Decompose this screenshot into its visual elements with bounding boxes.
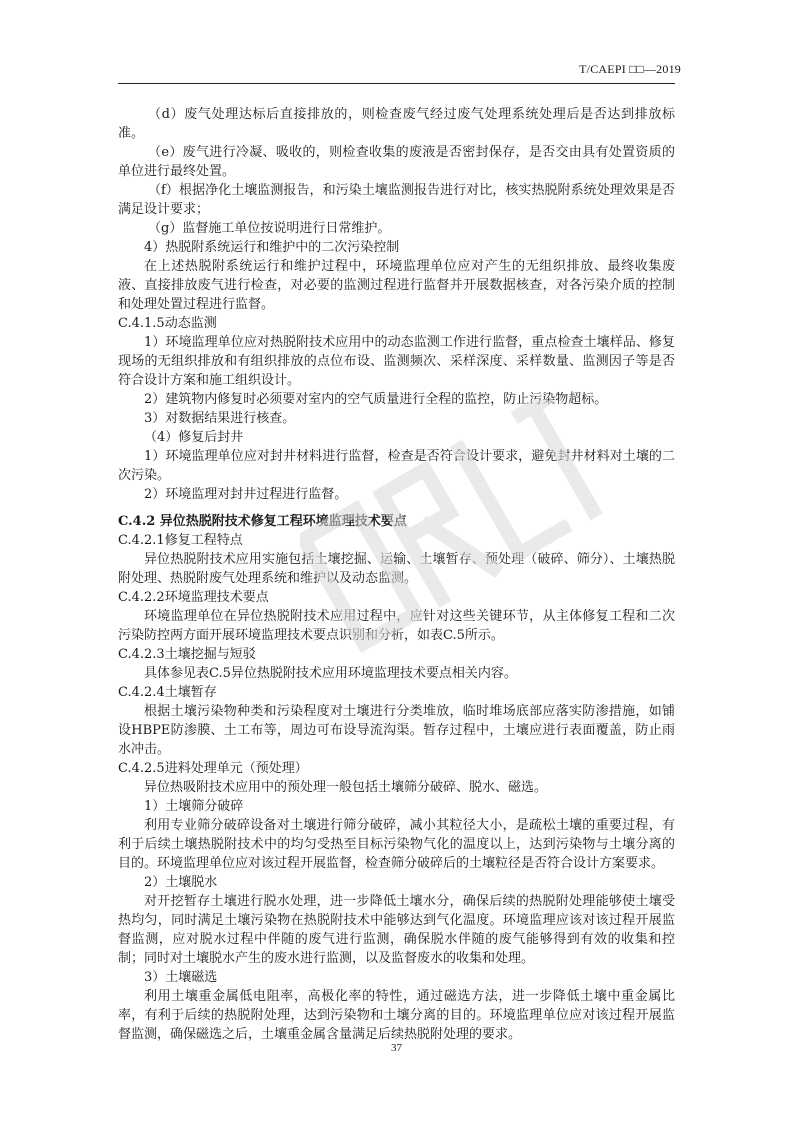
paragraph: 在上述热脱附系统运行和维护过程中，环境监理单位应对产生的无组织排放、最终收集废液、直接排放废气进行检查，对必要的监测过程进行监督并开展数据核查，对各污染介质的控制和处理处置过程进行监督。 (118, 259, 675, 312)
paragraph: 环境监理单位在异位热脱附技术应用过程中，应针对这些关键环节，从主体修复工程和二次污染防控两方面开展环境监理技术要点识别和分析，如表C.5所示。 (118, 609, 675, 643)
paragraph: 异位热吸附技术应用中的预处理一般包括土壤筛分破碎、脱水、磁选。 (144, 780, 548, 795)
paragraph: （f）根据净化土壤监测报告，和污染土壤监测报告进行对比，核实热脱附系统处理效果是否满足设计要求； (118, 183, 675, 217)
paragraph: （e）废气进行冷凝、吸收的，则检查收集的废液是否密封保存，是否交由具有处置资质的单位进行最终处置。 (118, 145, 675, 179)
paragraph: 2）建筑物内修复时必须要对室内的空气质量进行全程的监控，防止污染物超标。 (144, 392, 608, 407)
paragraph: 3）土壤磁选 (144, 970, 218, 985)
page-number: 37 (391, 1042, 402, 1054)
paragraph: 具体参见表C.5异位热脱附技术应用环境监理技术要点相关内容。 (144, 666, 517, 681)
paragraph: 异位热脱附技术应用实施包括土壤挖掘、运输、土壤暂存、预处理（破碎、筛分）、土壤热脱附处理、热脱附废气处理系统和维护以及动态监测。 (118, 552, 675, 586)
paragraph: 1）土壤筛分破碎 (144, 799, 244, 814)
paragraph: 利用土壤重金属低电阻率，高极化率的特性，通过磁选方法，进一步降低土壤中重金属比率，有利于后续的热脱附处理，达到污染物和土壤分离的目的。环境监理单位应对该过程开展监督监测，确保磁选之后，土壤重金属含量满足后续热脱附处理的要求。 (118, 989, 675, 1042)
section-heading: C.4.2.5进料处理单元（预处理） (118, 761, 308, 776)
paragraph: 2）土壤脱水 (144, 875, 218, 890)
paragraph: （g）监督施工单位按说明进行日常维护。 (148, 221, 391, 236)
paragraph: 3）对数据结果进行核查。 (144, 411, 296, 426)
section-heading: C.4.2.1修复工程特点 (118, 533, 243, 548)
section-heading: C.4.1.5动态监测 (118, 316, 217, 331)
section-heading: C.4.2.4土壤暂存 (118, 685, 217, 700)
paragraph: （d）废气处理达标后直接排放的，则检查废气经过废气处理系统处理后是否达到排放标准。 (118, 107, 675, 141)
paragraph: 根据土壤污染物种类和污染程度对土壤进行分类堆放，临时堆场底部应落实防渗措施，如铺设HBPE防渗膜、土工布等，周边可布设导流沟渠。暂存过程中，土壤应进行表面覆盖，防止雨水冲击。 (118, 704, 675, 757)
section-heading: C.4.2.2环境监理技术要点 (118, 590, 269, 605)
section-title: C.4.2 异位热脱附技术修复工程环境监理技术要点 (118, 514, 407, 529)
paragraph: 1）环境监理单位应对热脱附技术应用中的动态监测工作进行监督，重点检查土壤样品、修复现场的无组织排放和有组织排放的点位布设、监测频次、采样深度、采样数量、监测因子等是否符合设计方案和施工组织设计。 (118, 335, 675, 388)
header-rule (118, 83, 675, 84)
document-code-header: T/CAEPI □□—2019 (579, 62, 681, 76)
paragraph: 对开挖暂存土壤进行脱水处理，进一步降低土壤水分，确保后续的热脱附处理能够使土壤受热均匀，同时满足土壤污染物在热脱附技术中能够达到气化温度。环境监理应该对该过程开展监督监测，应对脱水过程中伴随的废气进行监测，确保脱水伴随的废气能够得到有效的收集和控制；同时对土壤脱水产生的废水进行监测，以及监督废水的收集和处理。 (118, 894, 675, 966)
paragraph: 4）热脱附系统运行和维护中的二次污染控制 (144, 240, 400, 255)
paragraph: （4）修复后封井 (144, 430, 244, 445)
paragraph: 2）环境监理对封井过程进行监督。 (144, 487, 348, 502)
spacer (118, 504, 675, 510)
paragraph: 1）环境监理单位应对封井材料进行监督，检查是否符合设计要求，避免封井材料对土壤的二次污染。 (118, 449, 675, 483)
paragraph: 利用专业筛分破碎设备对土壤进行筛分破碎，减小其粒径大小，是疏松土壤的重要过程，有利于后续土壤热脱附技术中的均匀受热至目标污染物气化的温度以上，达到污染物与土壤分离的目的。环境监理单位应对该过程开展监督，检查筛分破碎后的土壤粒径是否符合设计方案要求。 (118, 818, 675, 871)
section-heading: C.4.2.3土壤挖掘与短驳 (118, 647, 256, 662)
page-body (118, 105, 675, 1044)
